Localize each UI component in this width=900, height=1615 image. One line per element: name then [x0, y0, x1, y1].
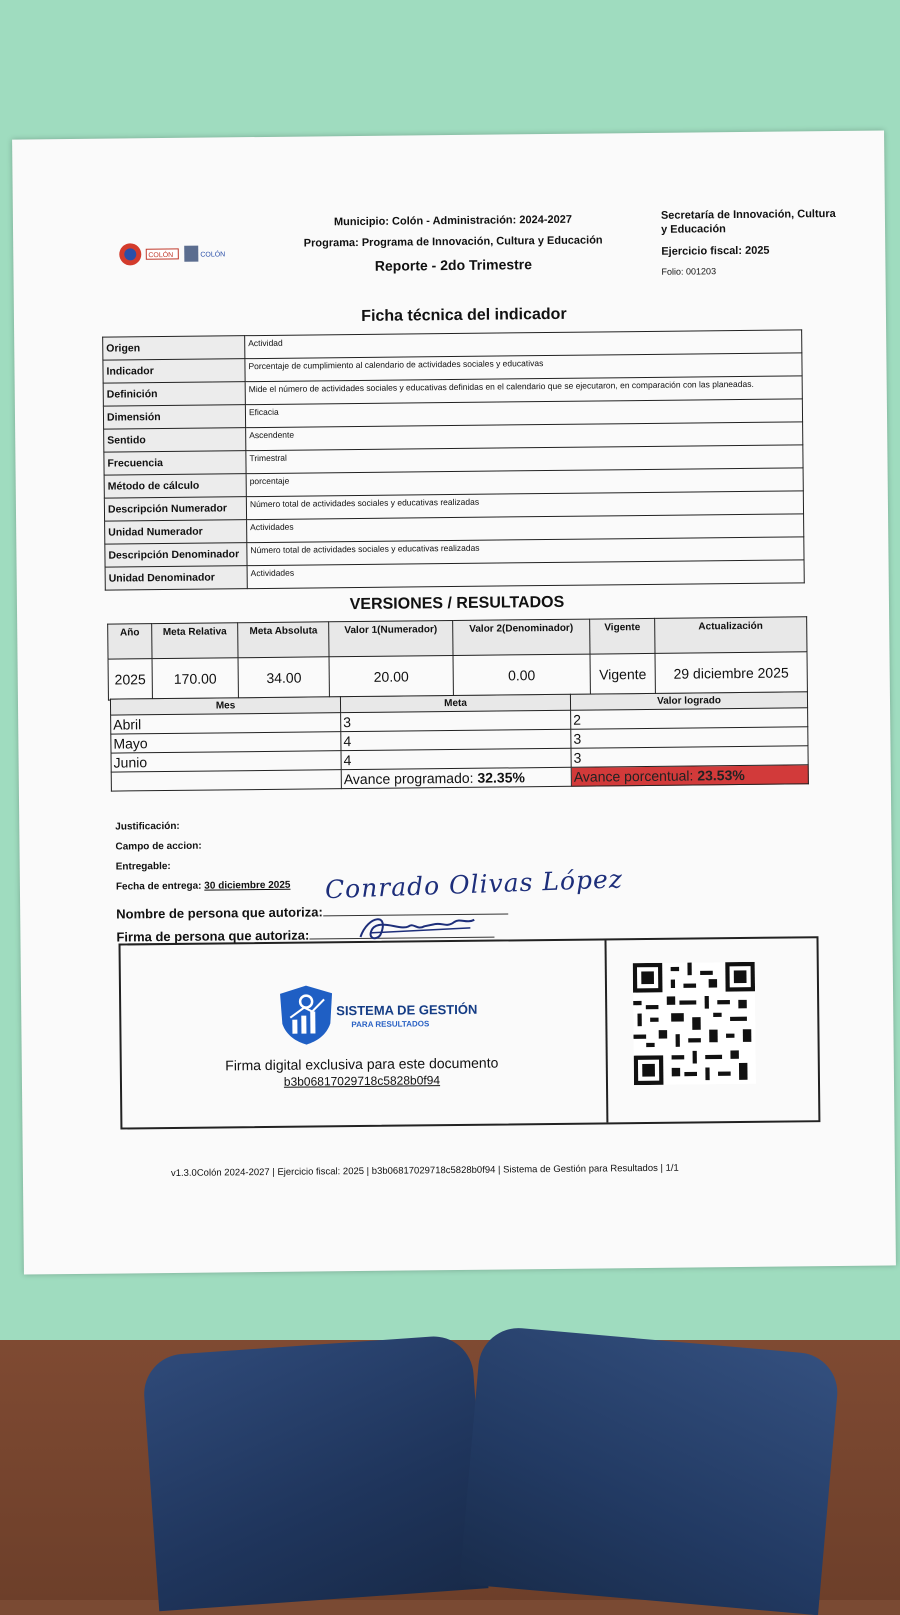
signature-caption: Firma digital exclusiva para este documento — [225, 1054, 499, 1074]
versiones-header-cell: Actualización — [654, 617, 806, 654]
logo-text-2: COLÓN — [200, 251, 226, 259]
meta-cell: 3 — [341, 710, 571, 731]
jeans-left-leg — [142, 1334, 489, 1611]
versiones-value-cell: 0.00 — [453, 654, 591, 696]
versiones-value-cell: 29 diciembre 2025 — [655, 652, 808, 695]
justificacion-label: Justificación: — [115, 820, 180, 833]
logrado-cell: 2 — [571, 708, 808, 729]
firma-label: Firma de persona que autoriza: — [116, 927, 310, 945]
versiones-header-cell: Valor 1(Numerador) — [329, 621, 453, 657]
municipal-logos-icon — [118, 239, 228, 268]
report-title: Reporte - 2do Trimestre — [374, 256, 533, 274]
ficha-value: Número total de actividades sociales y educativas realizadas — [246, 491, 803, 520]
versiones-value-cell: 20.00 — [329, 656, 453, 698]
handwritten-name: Conrado Olivas López — [324, 864, 624, 905]
versiones-value-cell: 170.00 — [152, 658, 239, 700]
jeans-right-leg — [459, 1325, 840, 1615]
ficha-label: Frecuencia — [104, 451, 246, 475]
ficha-label: Dimensión — [103, 405, 245, 429]
nombre-label: Nombre de persona que autoriza: — [116, 904, 323, 922]
entregable-label: Entregable: — [115, 860, 171, 873]
ficha-value: Mide el número de actividades sociales y educativas definidas en el calendario que se ejecutaron, en comparación con las planeadas. — [245, 376, 802, 405]
sistema-gestion-logo-icon — [276, 983, 337, 1046]
versiones-header-cell: Vigente — [590, 618, 655, 654]
ficha-label: Método de cálculo — [104, 474, 246, 498]
system-title: SISTEMA DE GESTIÓN — [336, 1001, 478, 1019]
avance-empty-cell — [111, 770, 341, 791]
ficha-table — [102, 329, 805, 590]
versiones-value-cell: 34.00 — [238, 657, 330, 699]
avance-porcentual-label: Avance porcentual: — [573, 767, 694, 785]
versiones-table — [107, 616, 808, 700]
avance-programado-value: 32.35% — [477, 769, 525, 786]
fecha-value: 30 diciembre 2025 — [204, 879, 291, 892]
avance-programado-cell — [341, 767, 571, 788]
system-subtitle: PARA RESULTADOS — [351, 1019, 430, 1030]
versiones-header-cell: Meta Absoluta — [238, 622, 330, 658]
month-cell: Junio — [111, 751, 341, 772]
ficha-value: Ascendente — [246, 422, 803, 451]
folio-text: Folio: 001203 — [661, 266, 717, 277]
versiones-title: VERSIONES / RESULTADOS — [349, 593, 565, 614]
logrado-header: Valor logrado — [570, 692, 807, 710]
ficha-value: Actividades — [247, 514, 804, 543]
report-page — [12, 130, 896, 1274]
header-center — [263, 213, 644, 275]
ficha-label: Definición — [103, 382, 245, 406]
meta-header: Meta — [340, 694, 570, 712]
fiscal-year-text: Ejercicio fiscal: 2025 — [661, 244, 770, 258]
avance-porcentual-value: 23.53% — [697, 766, 745, 784]
details-block — [115, 820, 290, 902]
meta-cell: 4 — [341, 748, 571, 769]
versiones-header-cell: Valor 2(Denominador) — [452, 619, 590, 655]
ficha-value: Actividades — [247, 560, 804, 589]
box-divider — [604, 940, 608, 1122]
versiones-value-cell: 2025 — [108, 659, 152, 700]
ficha-label: Descripción Numerador — [104, 497, 246, 521]
month-cell: Mayo — [111, 732, 341, 753]
fecha-label: Fecha de entrega: — [115, 880, 202, 893]
monthly-table — [110, 691, 809, 791]
ficha-label: Origen — [103, 336, 245, 360]
month-cell: Abril — [111, 713, 341, 734]
versiones-header-cell: Año — [108, 624, 152, 659]
qr-code-icon[interactable] — [633, 962, 756, 1085]
avance-porcentual-cell — [571, 765, 808, 786]
campo-label: Campo de accion: — [115, 840, 202, 853]
signature-scrawl-icon — [350, 910, 490, 943]
secretaria-text: Secretaría de Innovación, Cultura y Educación — [660, 207, 836, 236]
ficha-label: Sentido — [104, 428, 246, 452]
ficha-label: Descripción Denominador — [105, 543, 247, 567]
digital-signature-box — [119, 936, 821, 1129]
page-footer: v1.3.0Colón 2024-2027 | Ejercicio fiscal: 2025 | b3b06817029718c5828b0f94 | Sistema de Gestión para Resultados | 1/1 — [170, 1162, 679, 1179]
logo-text-1: COLÓN — [148, 251, 174, 260]
ficha-value: Actividad — [245, 330, 802, 359]
meta-cell: 4 — [341, 729, 571, 750]
logrado-cell: 3 — [571, 746, 808, 767]
versiones-value-cell: Vigente — [590, 653, 655, 695]
ficha-label: Unidad Denominador — [105, 566, 247, 590]
logrado-cell: 3 — [571, 727, 808, 748]
ficha-value: Número total de actividades sociales y educativas realizadas — [247, 537, 804, 566]
mes-header: Mes — [110, 697, 340, 715]
ficha-label: Indicador — [103, 359, 245, 383]
ficha-value: Eficacia — [245, 399, 802, 428]
ficha-value: Trimestral — [246, 445, 803, 474]
signature-hash-link[interactable]: b3b06817029718c5828b0f94 — [283, 1073, 441, 1089]
versiones-header-cell: Meta Relativa — [152, 623, 238, 659]
municipio-text: Municipio: Colón - Administración: 2024-2027 — [333, 213, 572, 229]
ficha-value: Porcentaje de cumplimiento al calendario de actividades sociales y educativas — [245, 353, 802, 382]
fecha-line — [116, 880, 291, 902]
programa-text: Programa: Programa de Innovación, Cultura y Educación — [303, 234, 603, 250]
header-right — [661, 207, 842, 279]
ficha-label: Unidad Numerador — [105, 520, 247, 544]
ficha-value: porcentaje — [246, 468, 803, 497]
avance-programado-label: Avance programado: — [343, 769, 474, 788]
ficha-title: Ficha técnica del indicador — [361, 305, 567, 325]
